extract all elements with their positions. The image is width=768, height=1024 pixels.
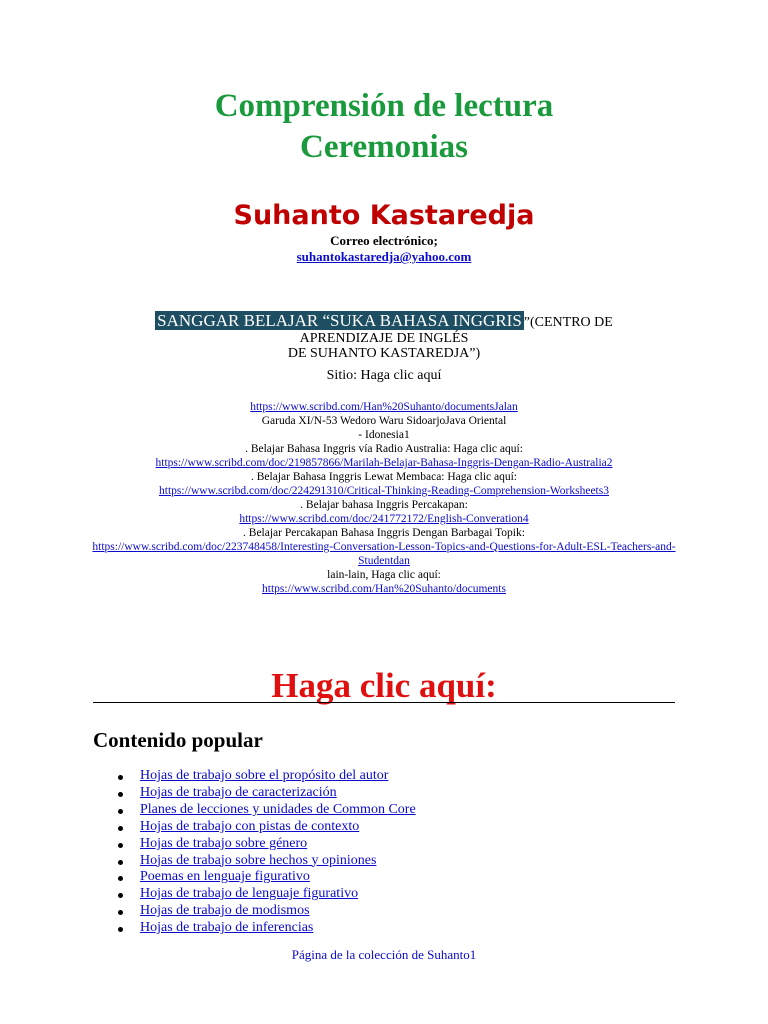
- bullet-icon: [118, 893, 123, 898]
- popular-link[interactable]: Hojas de trabajo de modismos: [140, 903, 310, 919]
- bullet-icon: [118, 826, 123, 831]
- sanggar-rest-3: DE SUHANTO KASTAREDJA”): [287, 346, 481, 361]
- email-link[interactable]: suhantokastaredja@yahoo.com: [296, 249, 472, 264]
- sanggar-rest-1: ”(CENTRO DE: [523, 315, 613, 330]
- list-item: [118, 886, 416, 903]
- list-item: [118, 768, 416, 785]
- document-title: [0, 86, 768, 168]
- popular-link[interactable]: Hojas de trabajo sobre el propósito del autor: [140, 768, 389, 783]
- scribd-documents-link[interactable]: https://www.scribd.com/Han%20Suhanto/documentsJalan: [250, 401, 518, 413]
- link-label-4: . Belajar Percakapan Bahasa Inggris Dengan Barbagai Topik:: [243, 527, 525, 539]
- address-line-2: - Idonesia1: [358, 429, 410, 441]
- sanggar-rest-2: APRENDIZAJE DE INGLÉS: [299, 331, 469, 346]
- haga-clic-heading[interactable]: Haga clic aquí:: [271, 666, 497, 705]
- horizontal-divider: [93, 702, 675, 703]
- title-line-1: Comprensión de lectura: [214, 88, 554, 124]
- list-item: [118, 785, 416, 802]
- link-label-5: lain-lain, Haga clic aquí:: [327, 569, 441, 581]
- link-conversation-topics[interactable]: https://www.scribd.com/doc/223748458/Interesting-Conversation-Lesson-Topics-and-Questions-for-Adult-ESL-Teachers-and-Studentdan: [92, 541, 676, 567]
- title-line-2: Ceremonias: [299, 129, 469, 165]
- list-item: [118, 903, 416, 920]
- page-footer: Página de la colección de Suhanto1: [291, 947, 477, 962]
- list-item: [118, 920, 416, 937]
- bullet-icon: [118, 809, 123, 814]
- bullet-icon: [118, 843, 123, 848]
- link-all-documents[interactable]: https://www.scribd.com/Han%20Suhanto/documents: [262, 583, 506, 595]
- link-english-conversation[interactable]: https://www.scribd.com/doc/241772172/English-Converation4: [239, 513, 529, 525]
- link-reading-worksheets[interactable]: https://www.scribd.com/doc/224291310/Critical-Thinking-Reading-Comprehension-Worksheets3: [159, 485, 609, 497]
- list-item: [118, 853, 416, 870]
- bullet-icon: [118, 910, 123, 915]
- popular-link[interactable]: Hojas de trabajo sobre género: [140, 835, 308, 851]
- link-radio-australia[interactable]: https://www.scribd.com/doc/219857866/Marilah-Belajar-Bahasa-Inggris-Dengan-Radio-Australia2: [155, 457, 613, 469]
- link-label-1: . Belajar Bahasa Inggris vía Radio Australia: Haga clic aquí:: [245, 443, 523, 455]
- links-block: [90, 400, 678, 596]
- sanggar-block: [100, 311, 668, 361]
- list-item: [118, 836, 416, 853]
- email-line: [0, 249, 768, 264]
- bullet-icon: [118, 927, 123, 932]
- list-item: [118, 819, 416, 836]
- popular-link[interactable]: Hojas de trabajo de caracterización: [140, 784, 337, 800]
- link-label-3: . Belajar bahasa Inggris Percakapan:: [300, 499, 468, 511]
- sanggar-highlight: SANGGAR BELAJAR “SUKA BAHASA INGGRIS: [157, 311, 522, 330]
- popular-link[interactable]: Planes de lecciones y unidades de Common Core: [140, 801, 416, 817]
- address-line-1: Garuda XI/N-53 Wedoro Waru SidoarjoJava Oriental: [261, 415, 507, 427]
- link-label-2: . Belajar Bahasa Inggris Lewat Membaca: Haga clic aquí:: [251, 471, 517, 483]
- list-item: [118, 802, 416, 819]
- list-item: [118, 869, 416, 886]
- popular-link[interactable]: Hojas de trabajo sobre hechos y opiniones: [140, 852, 377, 868]
- bullet-icon: [118, 876, 123, 881]
- popular-list: [118, 768, 416, 937]
- bullet-icon: [118, 775, 123, 780]
- popular-link[interactable]: Poemas en lenguaje figurativo: [140, 869, 310, 885]
- sitio-text: Sitio: Haga clic aquí: [326, 368, 442, 383]
- popular-heading: Contenido popular: [93, 728, 263, 752]
- popular-link[interactable]: Hojas de trabajo de inferencias: [140, 920, 314, 936]
- email-label: Correo electrónico;: [330, 233, 438, 248]
- popular-link[interactable]: Hojas de trabajo con pistas de contexto: [140, 818, 360, 834]
- author-name: Suhanto Kastaredja: [233, 200, 535, 231]
- popular-link[interactable]: Hojas de trabajo de lenguaje figurativo: [140, 886, 359, 902]
- bullet-icon: [118, 860, 123, 865]
- bullet-icon: [118, 792, 123, 797]
